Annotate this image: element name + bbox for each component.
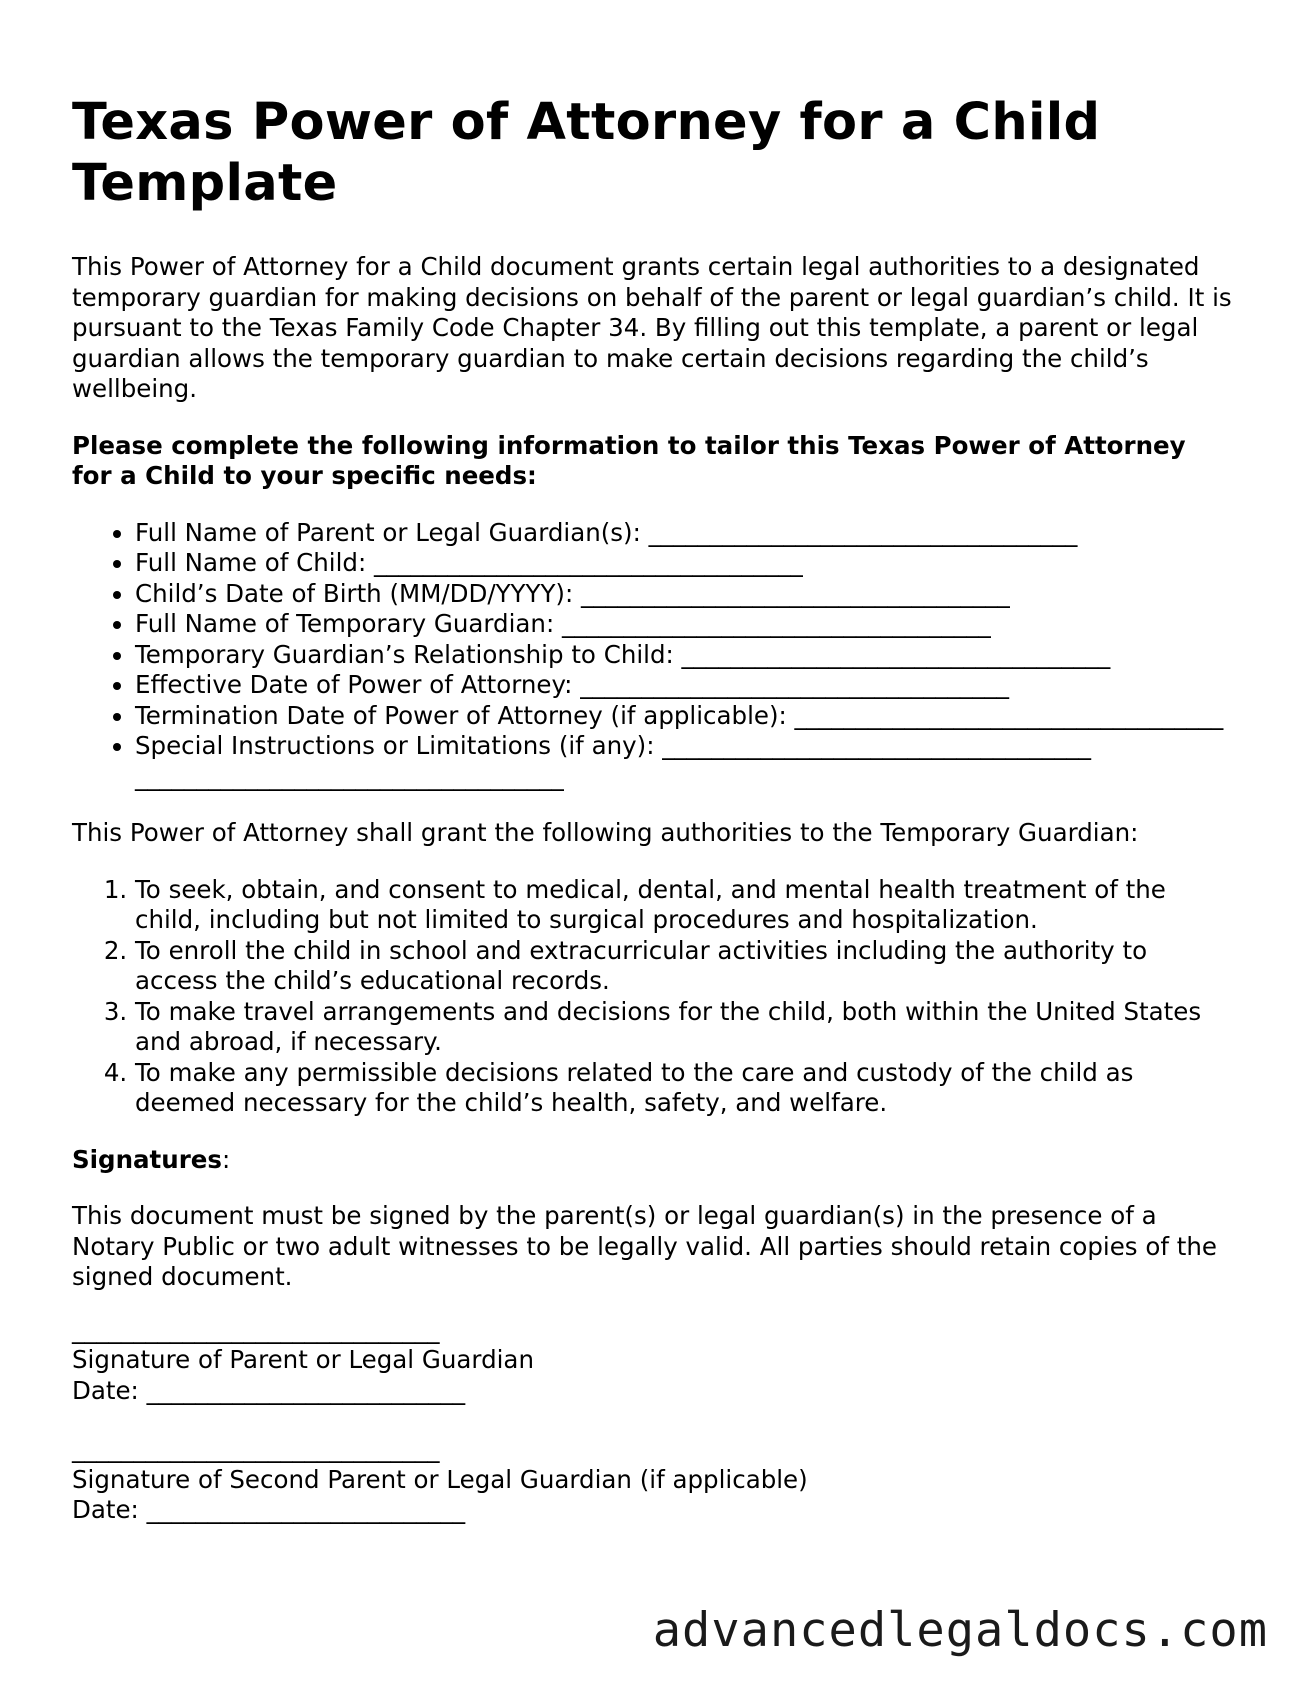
intro-paragraph: This Power of Attorney for a Child document grants certain legal authorities to a designated temporary guardian for making decisions on behalf of the parent or legal guardian’s child. It is pursuant to the Texas Family Code Chapter 34. By filling out this template, a parent or legal guardian allows the temporary guardian to make certain decisions regarding the child’s wellbeing. bbox=[72, 252, 1232, 403]
authority-travel: 3. To make travel arrangements and decisions for the child, both within the United States and abroad, if necessary. bbox=[135, 997, 1232, 1058]
fields-list bbox=[72, 518, 1232, 793]
authority-care-custody: 4. To make any permissible decisions related to the care and custody of the child as deemed necessary for the child’s health, safety, and welfare. bbox=[135, 1058, 1232, 1119]
signatures-heading-text: Signatures bbox=[72, 1144, 222, 1174]
field-special-instructions: • Special Instructions or Limitations (if any): ___________________________________ ___________________________________ bbox=[135, 731, 1232, 792]
page-title: Texas Power of Attorney for a Child Template bbox=[72, 93, 1101, 213]
signatures-heading bbox=[72, 1145, 1232, 1176]
signature-line: ______________________________ bbox=[72, 1314, 440, 1344]
signatures-heading-colon: : bbox=[222, 1144, 231, 1174]
field-child-name: • Full Name of Child: ___________________________________ bbox=[135, 548, 1232, 579]
field-guardian-name: • Full Name of Temporary Guardian: ___________________________________ bbox=[135, 609, 1232, 640]
signature-line: ______________________________ bbox=[72, 1434, 440, 1463]
field-guardian-relationship: • Temporary Guardian’s Relationship to Child: ___________________________________ bbox=[135, 640, 1232, 671]
date-line: Date: __________________________ bbox=[72, 1495, 466, 1524]
field-termination-date: • Termination Date of Power of Attorney (if applicable): ___________________________________ bbox=[135, 701, 1232, 732]
signature-label: Signature of Second Parent or Legal Guardian (if applicable) bbox=[72, 1464, 808, 1494]
document-page bbox=[72, 92, 1232, 1526]
field-effective-date: • Effective Date of Power of Attorney: ___________________________________ bbox=[135, 670, 1232, 701]
date-line: Date: __________________________ bbox=[72, 1375, 466, 1405]
field-child-dob: • Child’s Date of Birth (MM/DD/YYYY): ___________________________________ bbox=[135, 579, 1232, 610]
field-parent-name: • Full Name of Parent or Legal Guardian(s): ___________________________________ bbox=[135, 518, 1232, 549]
authority-medical: 1. To seek, obtain, and consent to medical, dental, and mental health treatment of the child, including but not limited to surgical procedures and hospitalization. bbox=[135, 875, 1232, 936]
authority-education: 2. To enroll the child in school and extracurricular activities including the authority to access the child’s educational records. bbox=[135, 936, 1232, 997]
site-watermark: advancedlegaldocs.com bbox=[652, 1603, 1268, 1658]
authorities-lead: This Power of Attorney shall grant the following authorities to the Temporary Guardian: bbox=[72, 818, 1139, 847]
signature-block-first bbox=[72, 1315, 1232, 1407]
authorities-list bbox=[72, 875, 1232, 1119]
signatures-body: This document must be signed by the parent(s) or legal guardian(s) in the presence of a Notary Public or two adult witnesses to be legally valid. All parties should retain copies of the signed document. bbox=[72, 1201, 1217, 1291]
signature-block-second bbox=[72, 1434, 1232, 1526]
instructions-heading: Please complete the following information to tailor this Texas Power of Attorney for a Child to your specific needs: bbox=[72, 430, 1186, 490]
signature-label: Signature of Parent or Legal Guardian bbox=[72, 1345, 534, 1374]
